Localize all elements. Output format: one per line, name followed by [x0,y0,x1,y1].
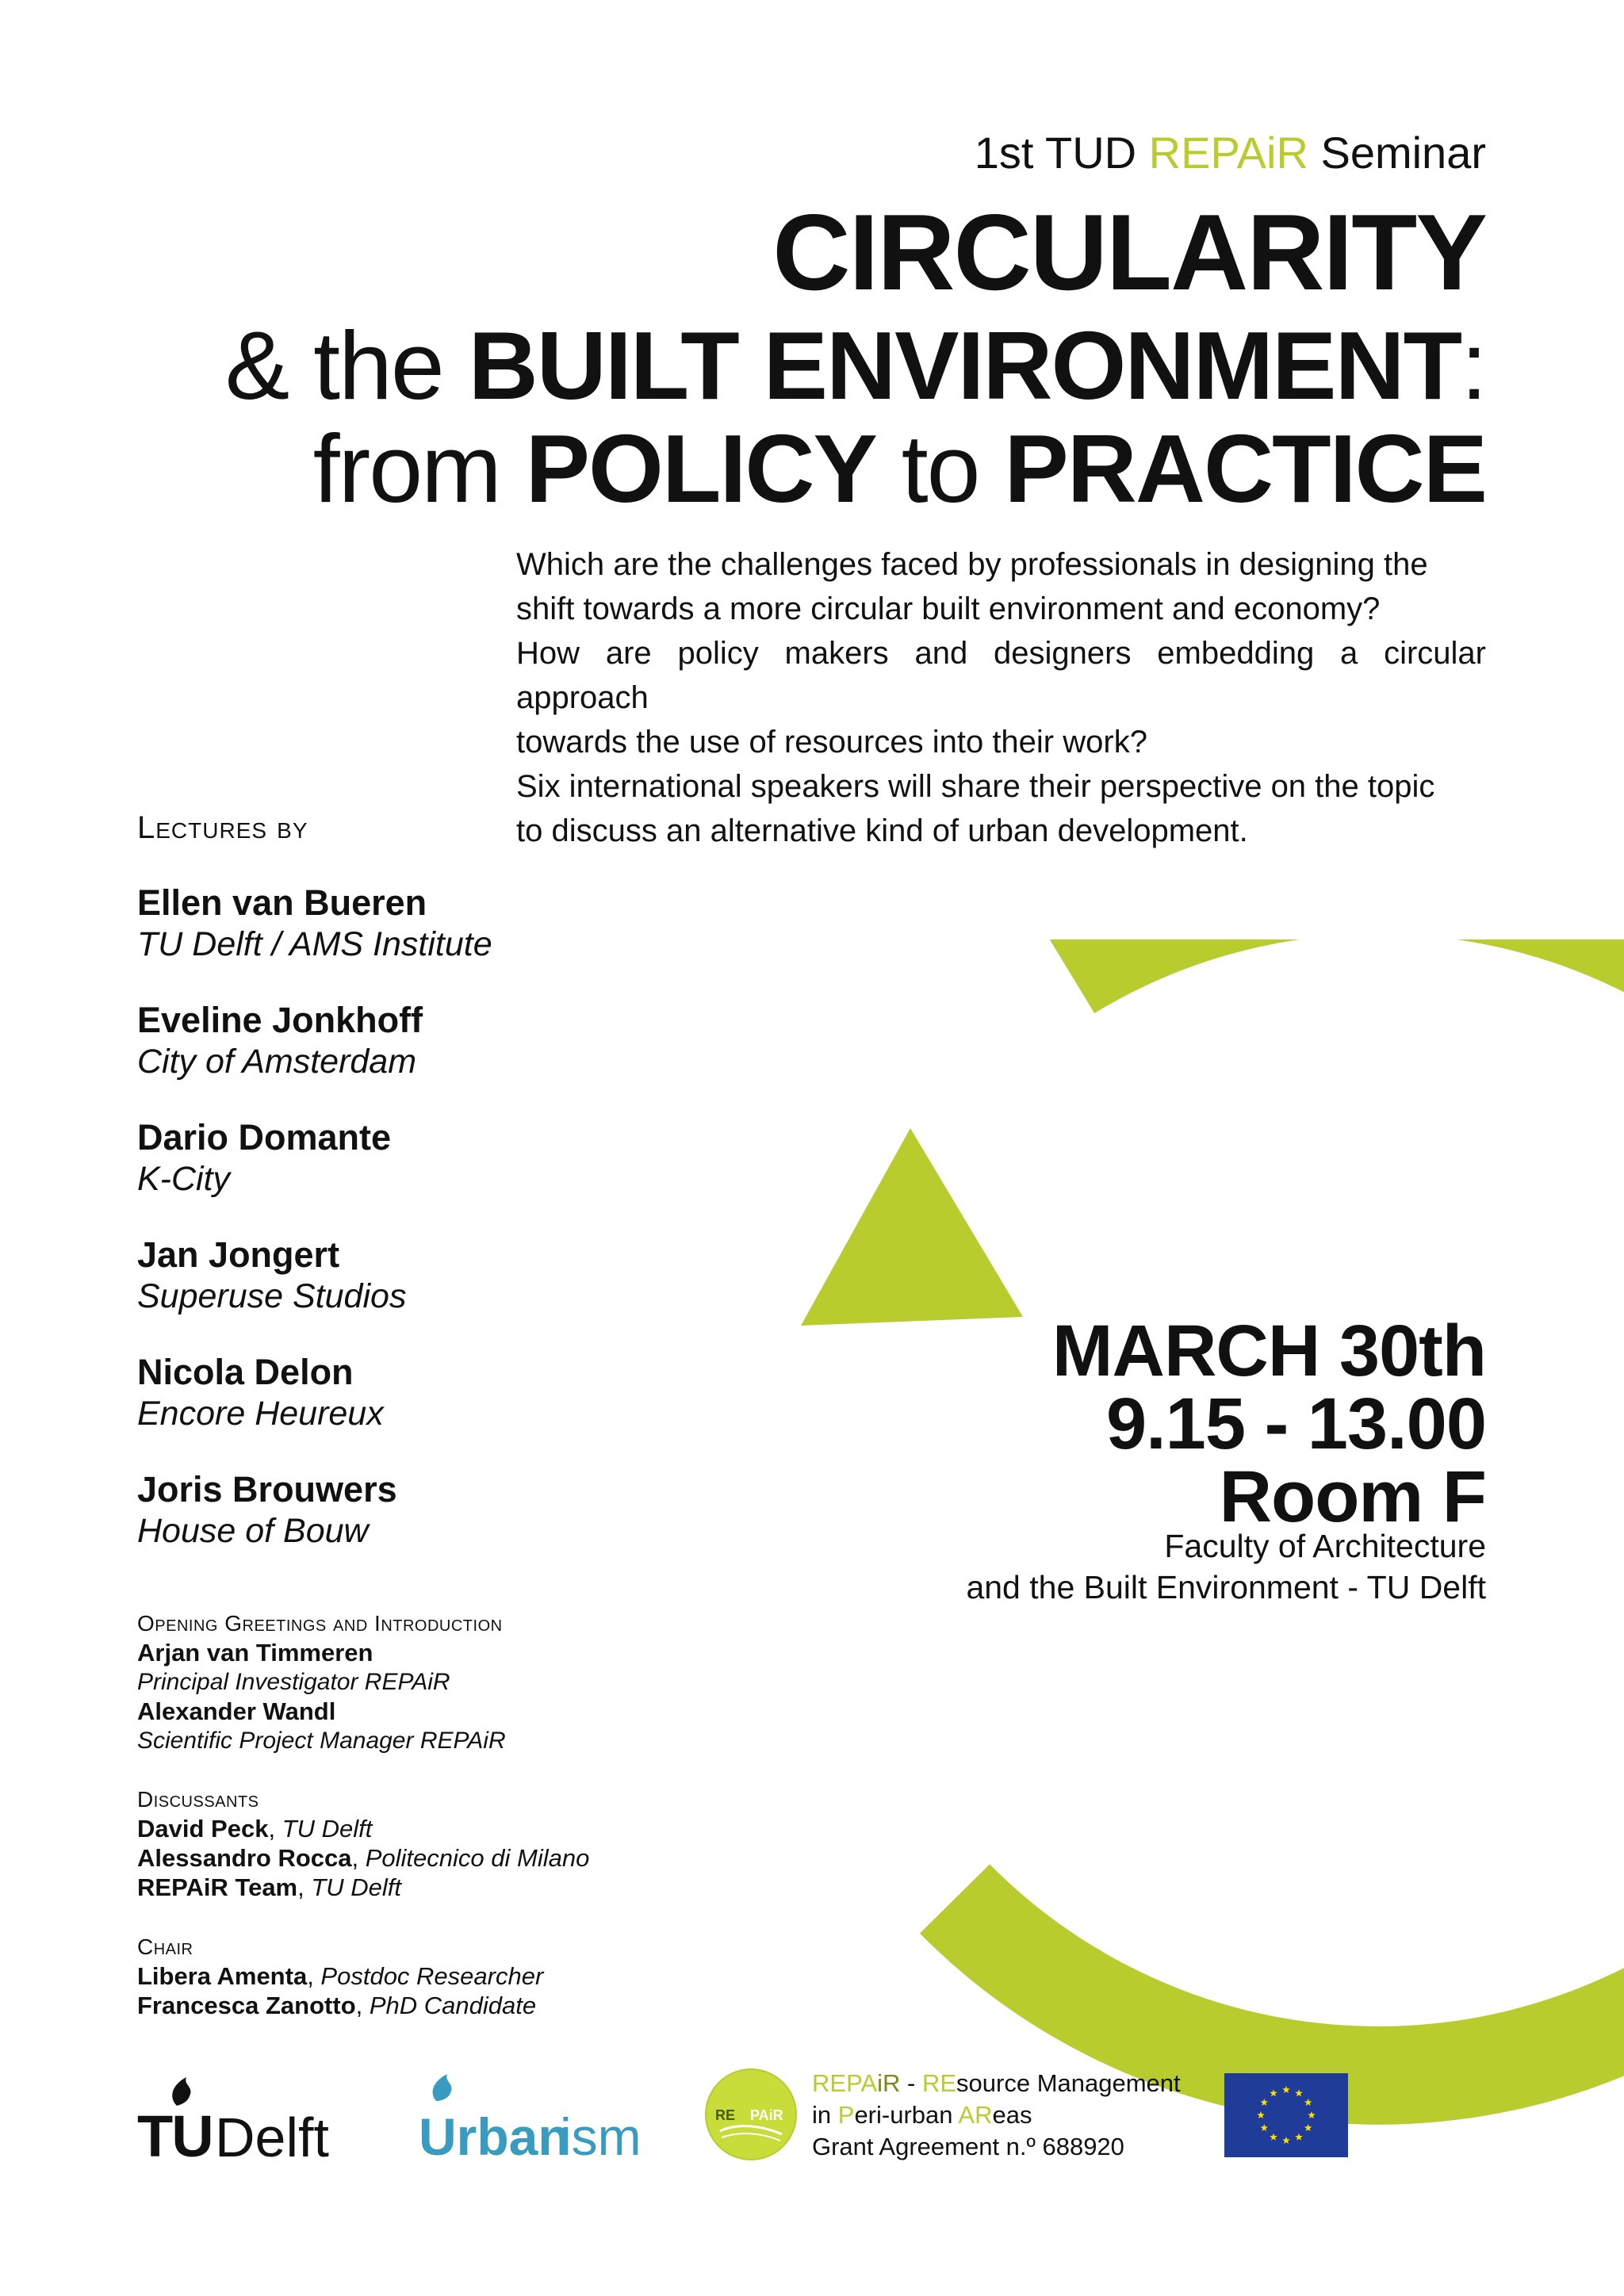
speaker-entry [137,1234,406,1316]
title-policy: POLICY [525,415,876,522]
intro-line: How are policy makers and designers embedding a circular approach [516,636,1486,715]
event-time: 9.15 - 13.00 [1105,1383,1486,1464]
opening-section [137,1609,506,1755]
discussant-name: REPAiR Team [137,1873,298,1901]
venue-line-1: Faculty of Architecture [1164,1528,1486,1564]
event-venue [966,1525,1486,1608]
repair-info-line-2 [812,2099,1181,2131]
repair-info-line-3: Grant Agreement n.º 688920 [812,2133,1124,2160]
event-room: Room F [1219,1456,1486,1537]
discussant-name: David Peck [137,1815,269,1843]
repair-text: AR [958,2101,993,2129]
urbanism-logo-urban: Urban [419,2107,570,2163]
repair-text: eas [992,2101,1032,2129]
chair-name: Libera Amenta [137,1962,308,1990]
repair-logo-re: RE [715,2107,736,2123]
seminar-prefix: 1st TUD [974,128,1137,178]
eu-flag-icon [1224,2073,1348,2157]
title-to: to [901,415,979,522]
title-built-environment: BUILT ENVIRONMENT [468,312,1461,419]
seminar-subtitle [975,127,1486,178]
tudelft-logo-delft: Delft [215,2107,329,2163]
repair-info-line-1 [812,2068,1181,2099]
speaker-entry [137,1351,384,1433]
opening-person-role: Principal Investigator REPAiR [137,1669,450,1695]
tudelft-flame-icon [172,2077,190,2106]
opening-person-name: Arjan van Timmeren [137,1639,373,1667]
speaker-affiliation: House of Bouw [137,1512,369,1550]
speaker-name: Eveline Jonkhoff [137,1000,423,1040]
seminar-brand: REPAiR [1148,128,1308,178]
title-line-2 [224,312,1486,419]
discussant-affiliation: TU Delft [311,1873,402,1901]
urbanism-logo [419,2069,665,2163]
intro-line: towards the use of resources into their work? [516,725,1147,760]
venue-line-2: and the Built Environment - TU Delft [966,1569,1486,1605]
title-colon: : [1461,312,1486,419]
discussant-name: Alessandro Rocca [137,1844,352,1872]
speaker-entry [137,999,423,1081]
repair-logo-pair: PAiR [750,2107,783,2123]
intro-line: to discuss an alternative kind of urban development. [516,813,1248,848]
repair-info [812,2068,1181,2163]
chair-entry: Francesca Zanotto, PhD Candidate [137,1992,537,2019]
title-line-3 [312,415,1486,522]
urbanism-flame-icon [433,2074,452,2101]
chair-section [137,1933,543,2020]
opening-person-name: Alexander Wandl [137,1697,336,1725]
urbanism-logo-ism: ism [560,2107,642,2163]
repair-text: source Management [956,2069,1181,2097]
repair-text: P [837,2101,855,2129]
repair-text: RE [921,2069,957,2097]
repair-text: in [812,2101,838,2129]
speaker-affiliation: TU Delft / AMS Institute [137,925,492,963]
seminar-suffix: Seminar [1320,128,1486,178]
discussant-affiliation: Politecnico di Milano [365,1844,590,1872]
title-and-the: & the [224,312,443,419]
intro-line: Six international speakers will share their perspective on the topic [516,769,1435,804]
speaker-affiliation: K-City [137,1160,231,1198]
speaker-entry [137,1468,397,1551]
intro-paragraph [516,542,1486,853]
intro-line: Which are the challenges faced by professionals in designing the [516,547,1428,582]
intro-line: shift towards a more circular built environment and economy? [516,591,1381,626]
title-line-1: CIRCULARITY [772,192,1486,312]
chair-heading: Chair [137,1934,193,1959]
chair-entry: Libera Amenta, Postdoc Researcher [137,1962,544,1990]
tudelft-logo [137,2069,359,2163]
speaker-affiliation: Superuse Studios [137,1277,407,1315]
chair-name: Francesca Zanotto [137,1992,356,2019]
speaker-affiliation: City of Amsterdam [137,1043,417,1081]
speaker-name: Ellen van Bueren [137,882,427,923]
chair-role: Postdoc Researcher [320,1962,544,1990]
repair-text: REPA [812,2069,878,2097]
speaker-name: Jan Jongert [137,1234,340,1275]
discussant-affiliation: TU Delft [282,1815,373,1843]
lectures-heading: Lectures by [137,810,308,845]
repair-text: eri-urban [854,2101,959,2129]
opening-person-role: Scientific Project Manager REPAiR [137,1728,506,1754]
speaker-name: Nicola Delon [137,1352,354,1392]
speaker-entry [137,1116,391,1199]
discussants-heading: Discussants [137,1787,259,1812]
discussant-entry: Alessandro Rocca, Politecnico di Milano [137,1844,590,1872]
title-from: from [312,415,500,522]
repair-logo [704,2068,798,2161]
opening-heading: Opening Greetings and Introduction [137,1611,503,1636]
speaker-affiliation: Encore Heureux [137,1395,384,1433]
speaker-entry [137,882,492,964]
title-practice: PRACTICE [1004,415,1486,522]
tudelft-logo-tu: TU [137,2103,213,2163]
speaker-name: Dario Domante [137,1117,392,1158]
speaker-name: Joris Brouwers [137,1469,397,1510]
chair-role: PhD Candidate [369,1992,537,2019]
discussants-section [137,1785,589,1902]
event-date: MARCH 30th [1051,1311,1486,1391]
discussant-entry: REPAiR Team, TU Delft [137,1873,402,1901]
repair-text: - [900,2069,922,2097]
discussant-entry: David Peck, TU Delft [137,1815,373,1843]
repair-text: iR [877,2069,901,2097]
